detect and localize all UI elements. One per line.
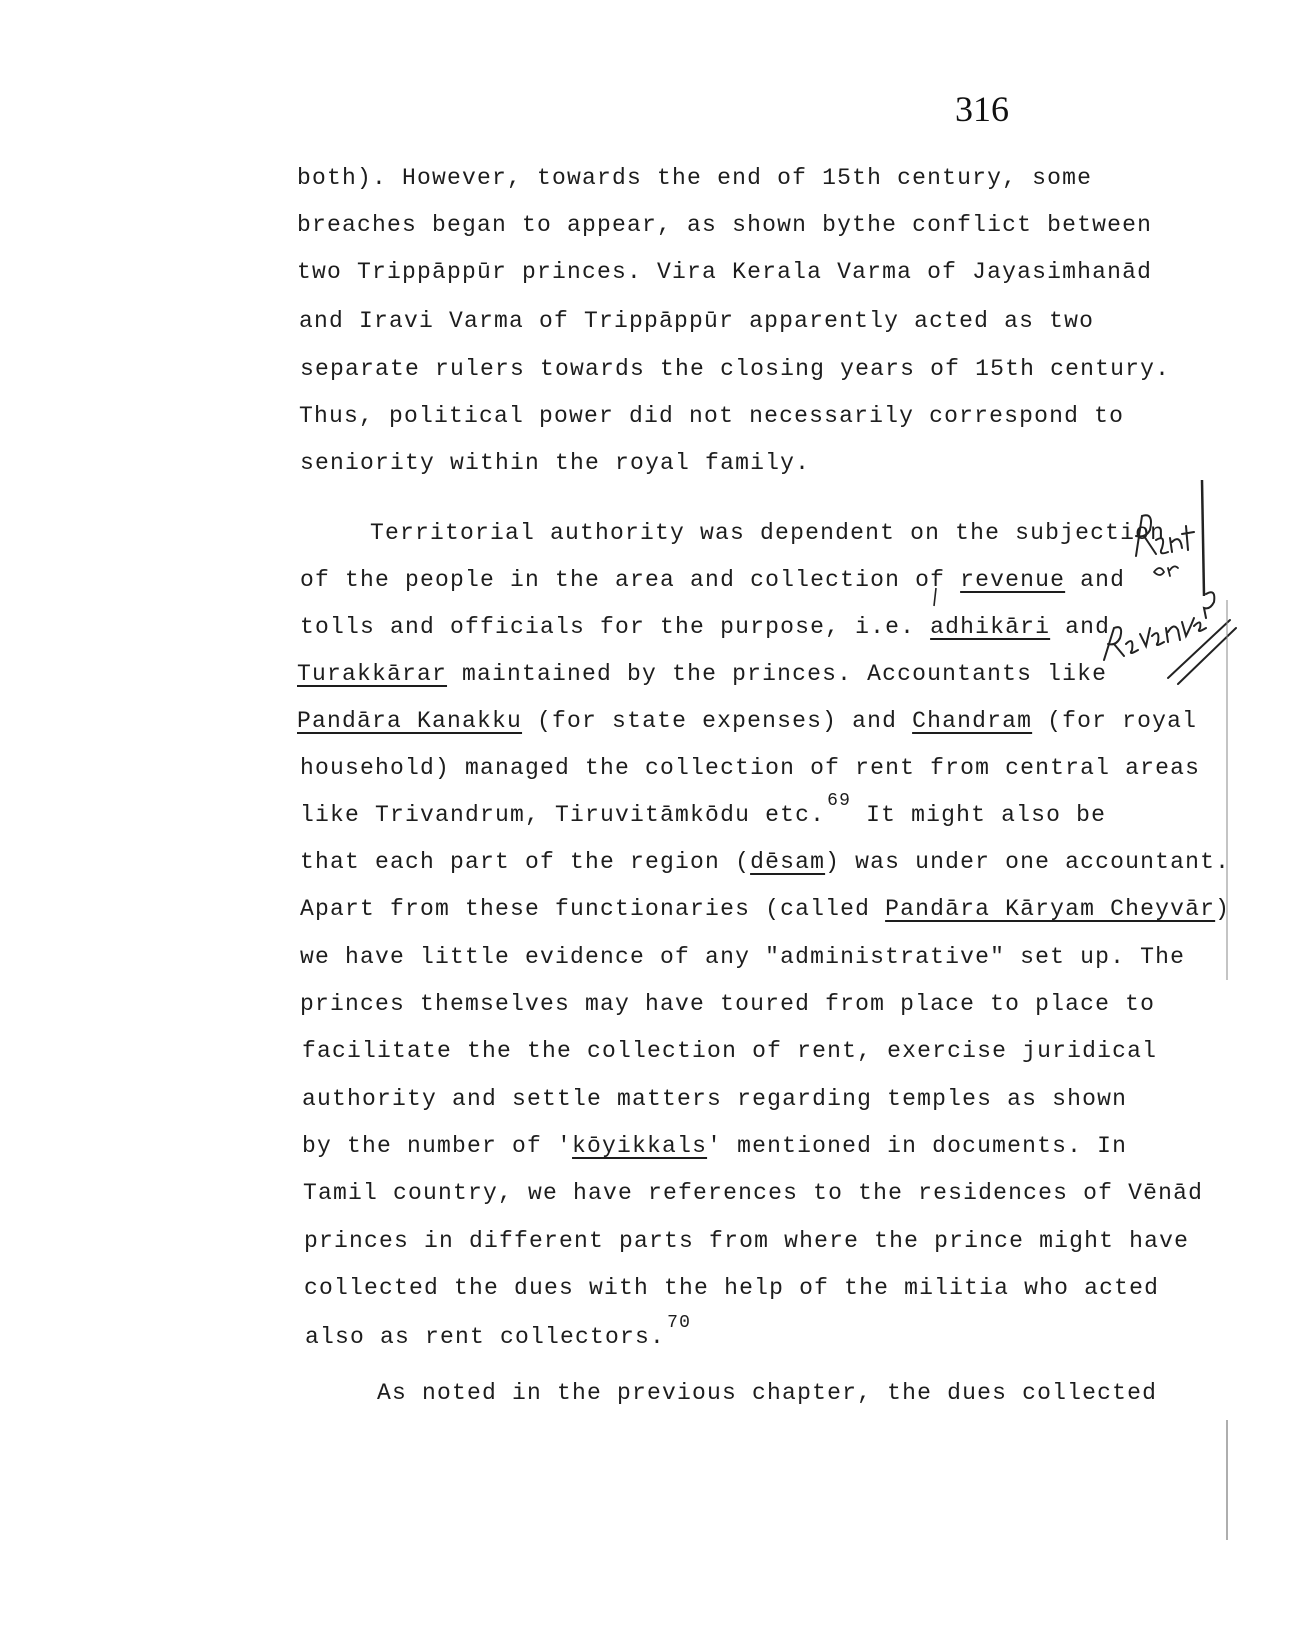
- text-segment: (for royal: [1032, 708, 1198, 734]
- text-line: [300, 791, 1107, 828]
- text-line: [300, 896, 1230, 922]
- underlined-term: Chandram: [912, 708, 1033, 734]
- text-segment: It might also be: [851, 802, 1107, 828]
- text-line: [300, 755, 1200, 781]
- text-line: [297, 708, 1197, 734]
- text-line: [299, 308, 1094, 334]
- text-line: [304, 1275, 1159, 1301]
- text-segment: facilitate the the collection of rent, exercise juridical: [302, 1038, 1158, 1064]
- scan-edge-mark: [1222, 600, 1232, 1550]
- text-segment: and: [1065, 567, 1126, 593]
- text-line: [303, 1180, 1203, 1206]
- text-line: [297, 259, 1152, 285]
- text-segment: Territorial authority was dependent on the subjection: [370, 520, 1166, 546]
- underlined-term: Turakkārar: [297, 661, 448, 687]
- text-line: [302, 1133, 1127, 1159]
- footnote-marker: 70: [667, 1313, 692, 1333]
- text-line: [300, 991, 1155, 1017]
- text-segment: ) was under one accountant.: [825, 849, 1231, 875]
- text-segment: separate rulers towards the closing years of 15th century.: [300, 356, 1171, 382]
- underlined-term: dēsam: [750, 849, 826, 875]
- caret-mark: [926, 586, 946, 608]
- text-line: [300, 944, 1185, 970]
- text-segment: Tamil country, we have references to the residences of Vēnād: [303, 1180, 1204, 1206]
- text-segment: princes in different parts from where the prince might have: [304, 1228, 1190, 1254]
- text-segment: two Trippāppūr princes. Vira Kerala Varma of Jayasimhanād: [297, 259, 1153, 285]
- text-segment: authority and settle matters regarding temples as shown: [302, 1086, 1128, 1112]
- text-segment: Apart from these functionaries (called: [300, 896, 886, 922]
- text-line: [300, 849, 1230, 875]
- text-line: [302, 1038, 1157, 1064]
- text-segment: both). However, towards the end of 15th century, some: [297, 165, 1093, 191]
- text-line: [305, 1313, 692, 1350]
- text-segment: (for state expenses) and: [522, 708, 913, 734]
- handwritten-annotation: [1090, 478, 1240, 688]
- text-line: [304, 1228, 1189, 1254]
- text-line: [370, 520, 1165, 546]
- text-segment: ): [1215, 896, 1231, 922]
- text-segment: ' mentioned in documents. In: [707, 1133, 1128, 1159]
- text-line: [297, 661, 1107, 687]
- text-line: [297, 212, 1152, 238]
- text-segment: we have little evidence of any "administrative" set up. The: [300, 944, 1186, 970]
- text-segment: seniority within the royal family.: [300, 450, 811, 476]
- underlined-term: kōyikkals: [572, 1133, 708, 1159]
- text-segment: and Iravi Varma of Trippāppūr apparently acted as two: [299, 308, 1095, 334]
- text-line: [302, 1086, 1127, 1112]
- text-segment: also as rent collectors.: [305, 1324, 666, 1350]
- text-line: [300, 614, 1110, 640]
- underlined-term: revenue: [960, 567, 1066, 593]
- footnote-marker: 69: [827, 791, 852, 811]
- text-segment: and: [1050, 614, 1111, 640]
- text-segment: maintained by the princes. Accountants like: [447, 661, 1108, 687]
- text-segment: As noted in the previous chapter, the dues collected: [377, 1380, 1158, 1406]
- text-segment: by the number of ': [302, 1133, 573, 1159]
- text-line: [299, 403, 1124, 429]
- page-number: 316: [955, 89, 1009, 129]
- text-segment: Thus, political power did not necessarily correspond to: [299, 403, 1125, 429]
- underlined-term: Pandāra Kanakku: [297, 708, 523, 734]
- text-line: [300, 567, 1125, 593]
- text-line: [297, 165, 1092, 191]
- text-segment: household) managed the collection of rent from central areas: [300, 755, 1201, 781]
- text-segment: collected the dues with the help of the militia who acted: [304, 1275, 1160, 1301]
- underlined-term: adhikāri: [930, 614, 1051, 640]
- text-segment: breaches began to appear, as shown bythe conflict between: [297, 212, 1153, 238]
- underlined-term: Pandāra Kāryam Cheyvār: [885, 896, 1216, 922]
- text-segment: like Trivandrum, Tiruvitāmkōdu etc.: [300, 802, 826, 828]
- text-segment: tolls and officials for the purpose, i.e.: [300, 614, 931, 640]
- text-line: [300, 450, 810, 476]
- text-segment: that each part of the region (: [300, 849, 751, 875]
- text-line: [300, 356, 1170, 382]
- text-segment: princes themselves may have toured from place to place to: [300, 991, 1156, 1017]
- text-line: [377, 1380, 1157, 1406]
- text-segment: of the people in the area and collection of: [300, 567, 961, 593]
